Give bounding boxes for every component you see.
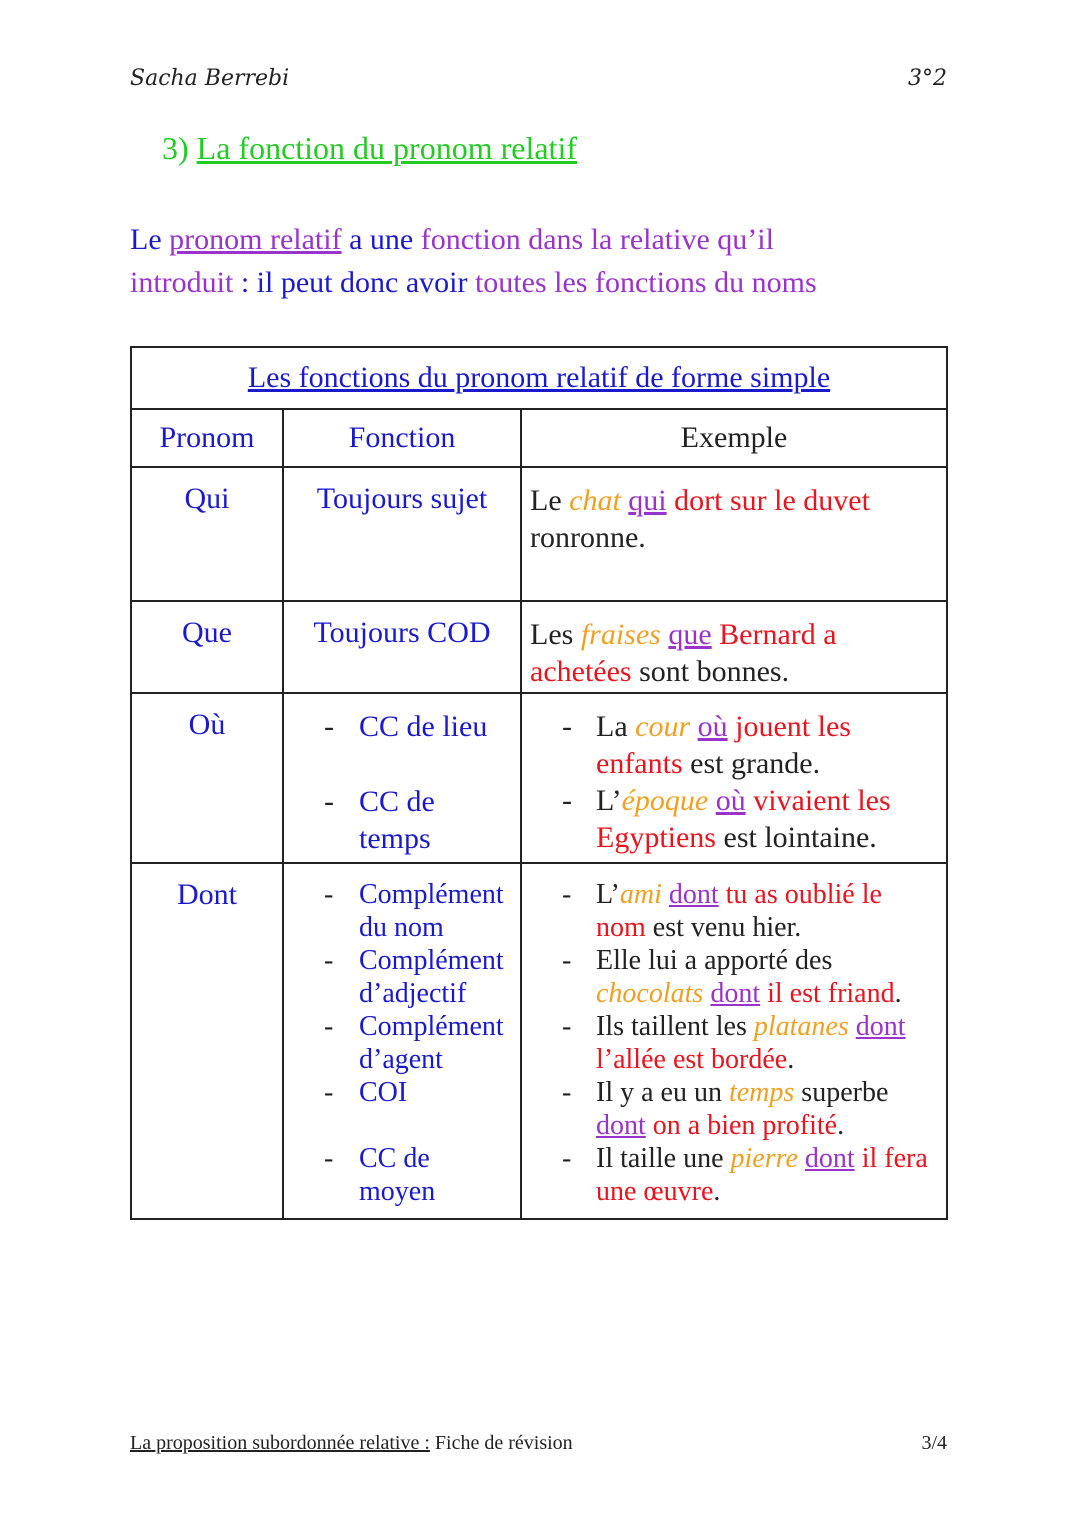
ex-text: superbe [794, 1077, 889, 1108]
example-item [530, 1076, 938, 1142]
fonction-cell [283, 693, 521, 863]
pronom-cell: Que [131, 601, 283, 693]
intro-line2-b: : il peut donc avoir [233, 266, 475, 299]
footer-subtitle: Fiche de révision [429, 1432, 573, 1454]
intro-pronom-relatif: pronom relatif [169, 223, 342, 256]
ex-text: sont bonnes. [631, 655, 790, 688]
ex-antecedent: époque [621, 784, 709, 817]
fonction-item: - CC de moyen [284, 1142, 520, 1208]
example-item [530, 1010, 938, 1076]
ex-text: . [894, 978, 902, 1009]
example-item [530, 782, 938, 856]
footer-title [130, 1432, 573, 1455]
example-item [530, 708, 938, 782]
ex-text: L’ [596, 784, 622, 817]
fonction-item: - CC de lieu [284, 708, 520, 745]
ex-text: Le [530, 484, 570, 517]
ex-text: est lointaine. [716, 821, 877, 854]
fonction-item: - COI [284, 1076, 520, 1109]
table-caption: Les fonctions du pronom relatif de forme simple [131, 347, 947, 409]
ex-pronom: dont [855, 1011, 906, 1042]
ex-text: Ils taillent les [596, 1011, 754, 1042]
ex-text: est grande. [682, 747, 821, 780]
ex-relative: jouent les enfants [596, 710, 851, 780]
ex-space [662, 879, 669, 910]
exemple-cell [521, 863, 947, 1219]
ex-text: La [596, 710, 636, 743]
fonction-cell: Toujours sujet [283, 467, 521, 601]
ex-text: Il taille une [596, 1143, 731, 1174]
intro-toutes-fonctions: toutes les fonctions du noms [474, 266, 817, 299]
ex-text: est venu hier. [645, 912, 802, 943]
ex-antecedent: platanes [753, 1011, 849, 1042]
table-row-dont [131, 863, 947, 1219]
fonction-cell: Toujours COD [283, 601, 521, 693]
pronom-cell: Qui [131, 467, 283, 601]
footer-title-main: La proposition subordonnée relative : [130, 1432, 430, 1454]
example-item [530, 878, 938, 944]
fonction-item: - Complément d’agent [284, 1010, 520, 1076]
ex-antecedent: chocolats [596, 978, 704, 1009]
ex-relative: achetées [530, 655, 632, 688]
table-row-ou [131, 693, 947, 863]
ex-pronom: dont [596, 1110, 646, 1141]
pronom-cell: Dont [131, 863, 283, 1219]
table-header-row [131, 409, 947, 467]
ex-pronom: que [668, 618, 712, 651]
ex-text: . [837, 1110, 845, 1141]
ex-text: Elle lui a apporté des [596, 945, 833, 976]
ex-text: ronronne. [530, 521, 646, 554]
ex-antecedent: cour [635, 710, 691, 743]
header-exemple: Exemple [521, 409, 947, 467]
header-pronom: Pronom [131, 409, 283, 467]
ex-pronom: qui [628, 484, 667, 517]
ex-pronom: dont [804, 1143, 855, 1174]
table-row-qui [131, 467, 947, 601]
ex-space [690, 710, 698, 743]
example-item [530, 944, 938, 1010]
ex-relative: il est friand [760, 978, 895, 1009]
intro-paragraph [130, 218, 930, 304]
header-fonction: Fonction [283, 409, 521, 467]
ex-text: . [713, 1176, 721, 1207]
author-name: Sacha Berrebi [130, 66, 290, 91]
ex-text: L’ [596, 879, 620, 910]
intro-line2-a: introduit [130, 266, 234, 299]
fonction-cell [283, 863, 521, 1219]
ex-text: Les [530, 618, 581, 651]
relative-pronoun-table [130, 346, 948, 1220]
intro-text: a une [341, 223, 421, 256]
ex-space [798, 1143, 805, 1174]
exemple-cell [521, 601, 947, 693]
intro-text: Le [130, 223, 170, 256]
ex-antecedent: chat [569, 484, 621, 517]
table-row-que [131, 601, 947, 693]
class-label: 3°2 [908, 66, 947, 91]
example-item [530, 1142, 938, 1208]
ex-text: . [787, 1044, 795, 1075]
ex-pronom: où [715, 784, 746, 817]
fonction-item: - CC de temps [284, 783, 520, 857]
ex-antecedent: ami [619, 879, 662, 910]
pronom-cell: Où [131, 693, 283, 863]
ex-relative: il fera une œuvre [596, 1143, 928, 1207]
exemple-cell [521, 467, 947, 601]
page-number: 3/4 [921, 1432, 947, 1454]
ex-antecedent: fraises [580, 618, 661, 651]
section-title [162, 130, 577, 167]
section-title-text: La fonction du pronom relatif [196, 130, 577, 166]
ex-relative: on a bien profité [645, 1110, 838, 1141]
ex-space [708, 784, 716, 817]
ex-relative: l’allée est bordée [596, 1044, 788, 1075]
intro-text: qu’il [709, 223, 774, 256]
ex-antecedent: temps [728, 1077, 795, 1108]
ex-text: Il y a eu un [596, 1077, 729, 1108]
fonction-item: - Complément d’adjectif [284, 944, 520, 1010]
intro-fonction: fonction dans la relative [420, 223, 710, 256]
ex-relative: dort sur le duvet [666, 484, 870, 517]
ex-pronom: dont [668, 879, 719, 910]
fonction-item: - Complément du nom [284, 878, 520, 944]
section-number: 3) [162, 130, 189, 166]
ex-relative: vivaient les Egyptiens [596, 784, 891, 854]
ex-pronom: où [697, 710, 728, 743]
ex-antecedent: pierre [730, 1143, 798, 1174]
ex-relative: tu as oublié le nom [596, 879, 882, 943]
ex-relative: Bernard a [711, 618, 837, 651]
ex-space [849, 1011, 856, 1042]
exemple-cell [521, 693, 947, 863]
ex-pronom: dont [710, 978, 761, 1009]
